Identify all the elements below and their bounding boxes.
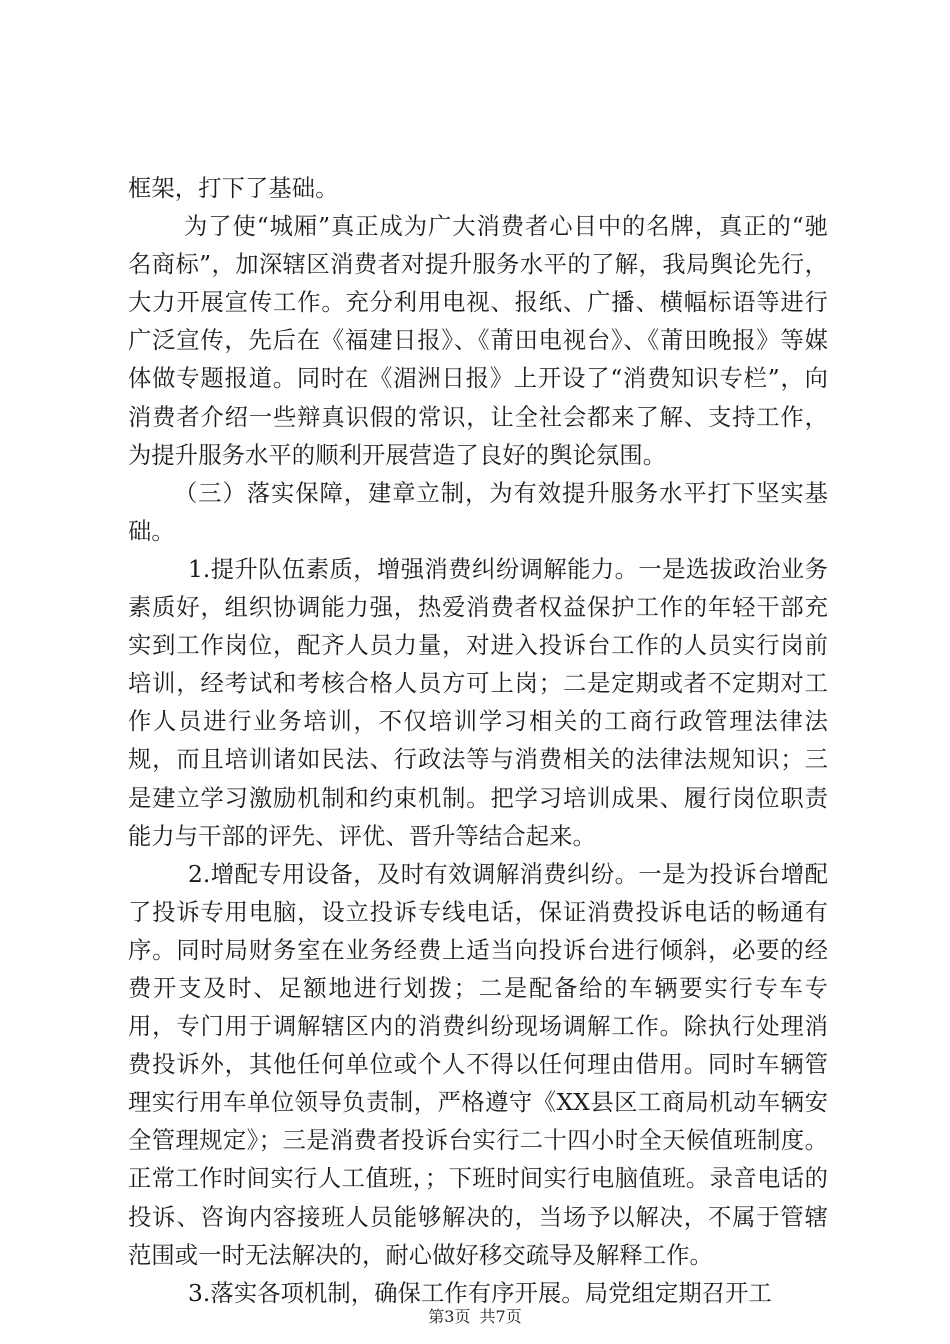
paragraph-publicity: 为了使“城厢”真正成为广大消费者心目中的名牌，真正的“驰名商标”，加深辖区消费者对提升服务水平的了解，我局舆论先行，大力开展宣传工作。充分利用电视、报纸、广播、横幅标语等进行广泛宣传，先后在《福建日报》、《莆田电视台》、《莆田晚报》等媒体做专题报道。同时在《湄洲日报》上开设了“消费知识专栏”，向消费者介绍一些辩真识假的常识，让全社会都来了解、支持工作，为提升服务水平的顺利开展营造了良好的舆论氛围。 xyxy=(128,213,828,469)
paragraph-item-3: 3.落实各项机制，确保工作有序开展。局党组定期召开工 xyxy=(188,1279,772,1307)
paragraph-continuation: 框架，打下了基础。 xyxy=(128,175,339,202)
page-total: 共7页 xyxy=(479,1307,522,1326)
page-footer xyxy=(0,1304,950,1327)
paragraph-item-2: 2.增配专用设备，及时有效调解消费纠纷。一是为投诉台增配了投诉专用电脑，设立投诉专线电话，保证消费投诉电话的畅通有序。同时局财务室在业务经费上适当向投诉台进行倾斜，必要的经费开支及时、足额地进行划拨；二是配备给的车辆要实行专车专用，专门用于调解辖区内的消费纠纷现场调解工作。除执行处理消费投诉外，其他任何单位或个人不得以任何理由借用。同时车辆管理实行用车单位领导负责制，严格遵守《XX县区工商局机动车辆安全管理规定》；三是消费者投诉台实行二十四小时全天候值班制度。正常工作时间实行人工值班，；下班时间实行电脑值班。录音电话的投诉、咨询内容接班人员能够解决的，当场予以解决，不属于管辖范围或一时无法解决的，耐心做好移交疏导及解释工作。 xyxy=(128,860,828,1269)
document-body xyxy=(128,170,828,1313)
paragraph-item-1: 1.提升队伍素质，增强消费纠纷调解能力。一是选拔政治业务素质好，组织协调能力强，热爱消费者权益保护工作的年轻干部充实到工作岗位，配齐人员力量，对进入投诉台工作的人员实行岗前培训，经考试和考核合格人员方可上岗；二是定期或者不定期对工作人员进行业务培训，不仅培训学习相关的工商行政管理法律法规，而且培训诸如民法、行政法等与消费相关的法律法规知识；三是建立学习激励机制和约束机制。把学习培训成果、履行岗位职责能力与干部的评先、评优、晋升等结合起来。 xyxy=(128,555,828,850)
section-heading-3: （三）落实保障，建章立制，为有效提升服务水平打下坚实基础。 xyxy=(128,479,828,545)
page-number: 第3页 xyxy=(428,1307,471,1326)
